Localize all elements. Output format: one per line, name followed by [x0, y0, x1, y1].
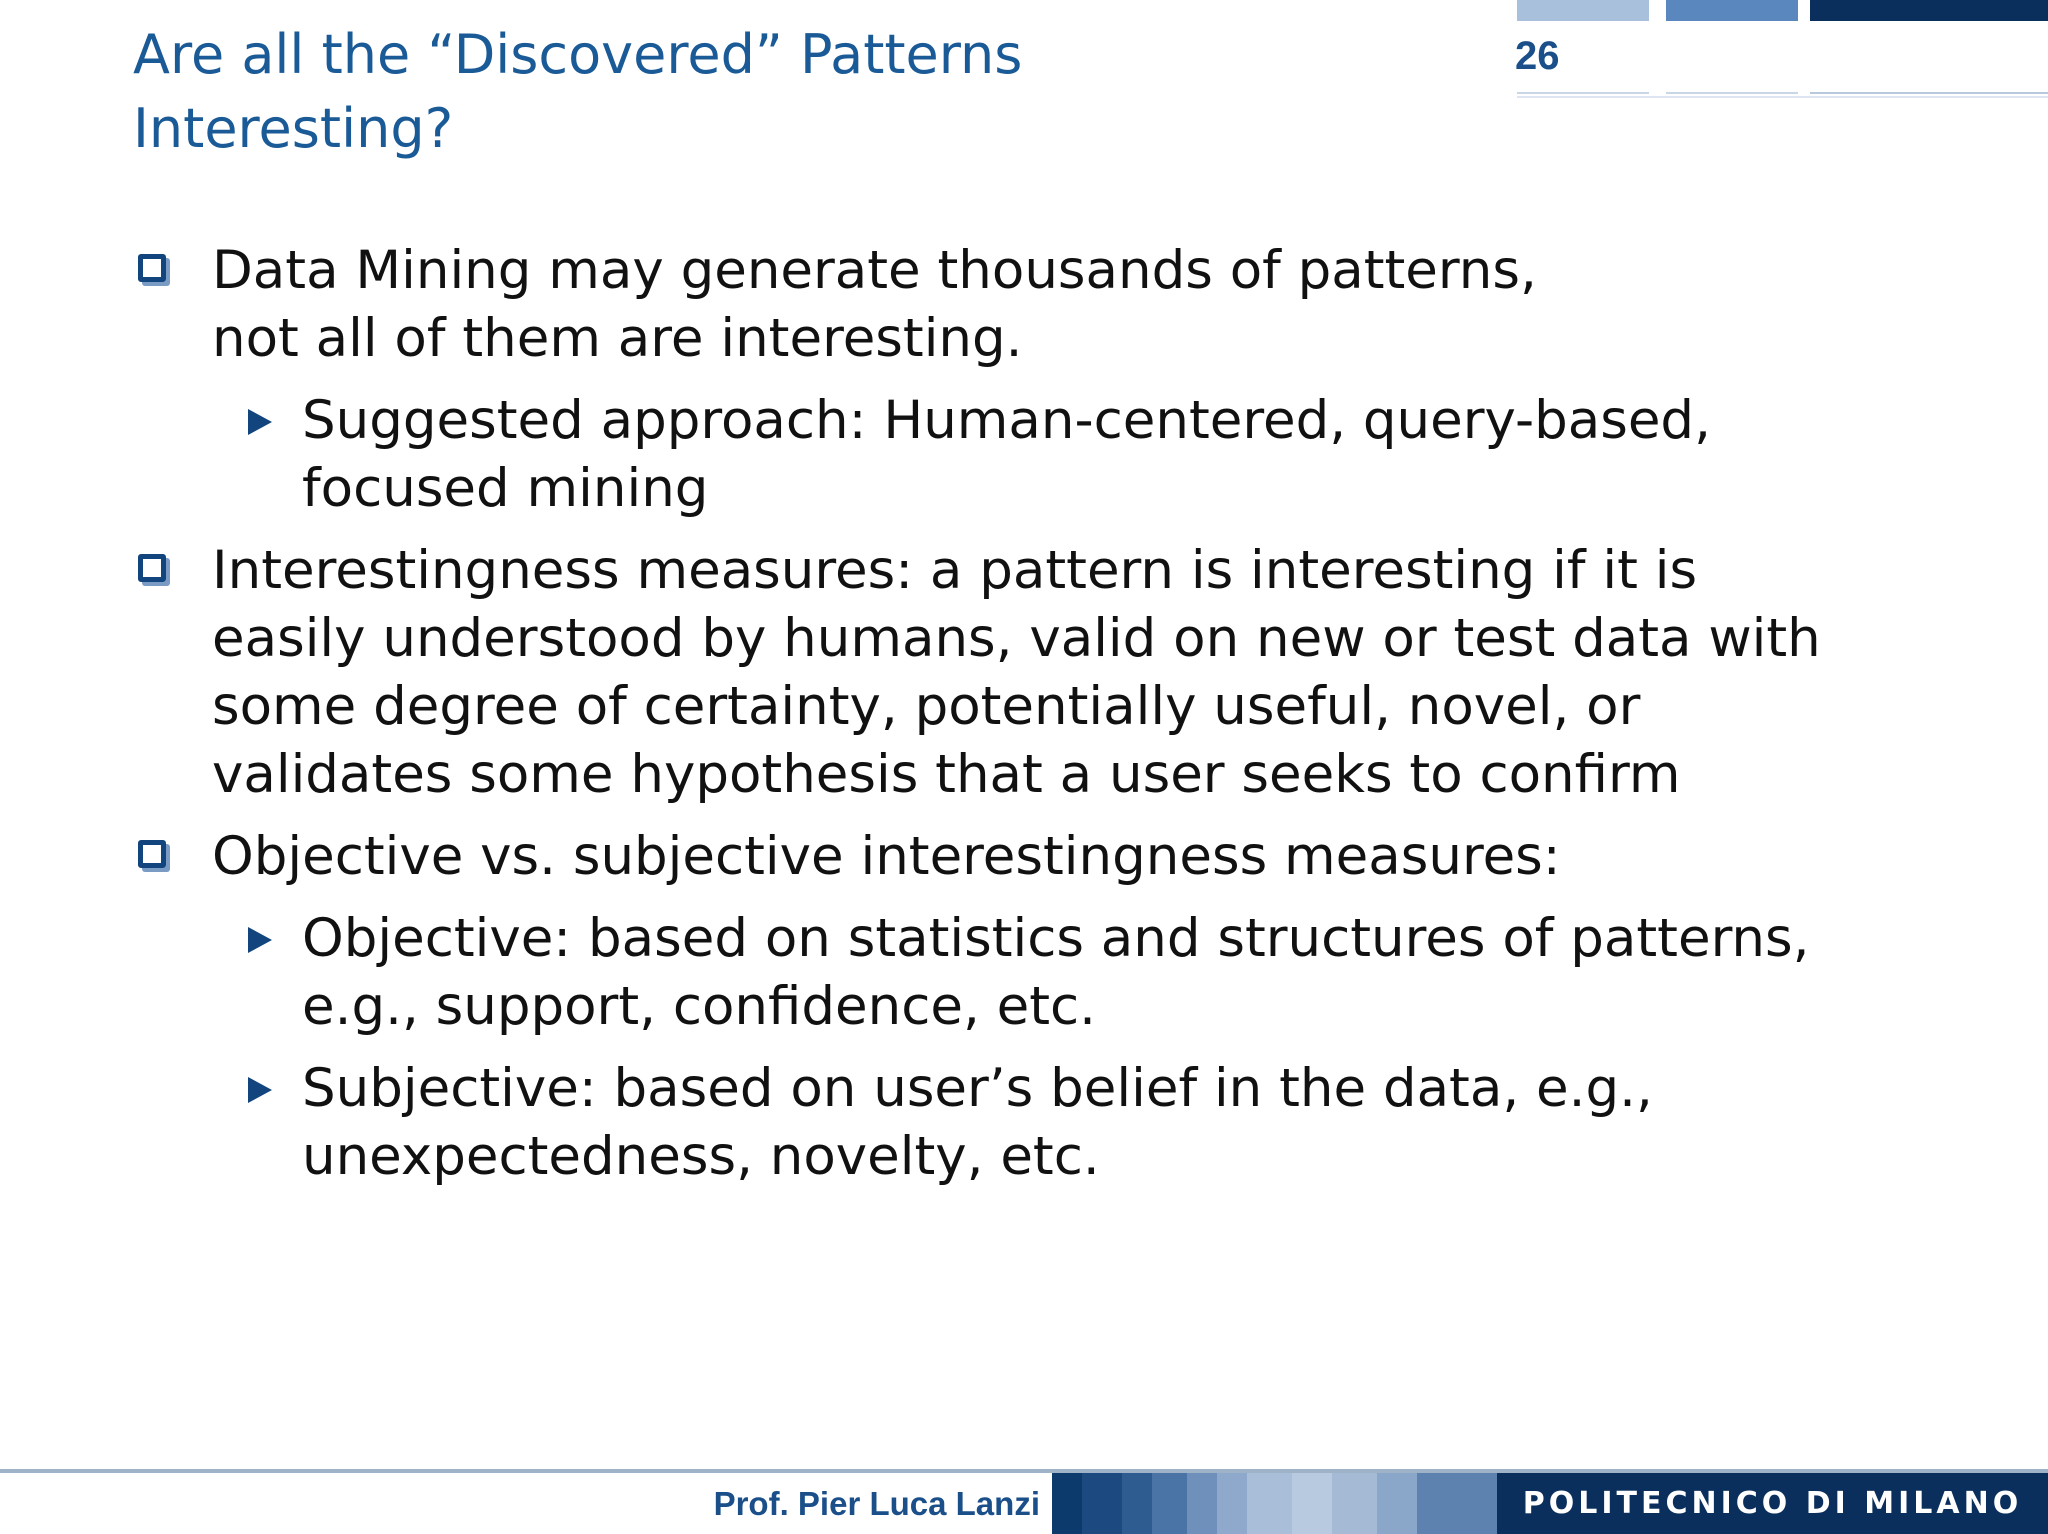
sub-bullet-text-line: unexpectedness, novelty, etc.	[302, 1126, 1100, 1187]
sub-bullet-text-line: Subjective: based on user’s belief in the data, e.g.,	[302, 1058, 1653, 1119]
bullet-item	[130, 823, 1990, 891]
triangle-bullet-icon	[248, 409, 272, 435]
bullet-text-line: some degree of certainty, potentially useful, novel, or	[212, 676, 1641, 737]
header-decoration-bars	[1517, 0, 2048, 24]
checkbox-bullet-icon	[138, 840, 166, 868]
slide-title-line: Interesting?	[133, 97, 454, 160]
bullet-item	[130, 237, 1990, 373]
sub-bullet-item	[130, 387, 1990, 523]
bullet-item	[130, 537, 1990, 809]
slide-number: 26	[1515, 34, 1560, 78]
header-bar-dark	[1810, 0, 2048, 21]
footer-author: Prof. Pier Luca Lanzi	[713, 1485, 1040, 1522]
bullet-text-line: Interestingness measures: a pattern is interesting if it is	[212, 540, 1698, 601]
bullet-text-line: Data Mining may generate thousands of patterns,	[212, 240, 1537, 301]
header-bar-light	[1517, 0, 1649, 21]
sub-bullet-item	[130, 1055, 1990, 1191]
sub-bullet-item	[130, 905, 1990, 1041]
footer-institution-name: POLITECNICO DI MILANO	[1522, 1486, 2023, 1521]
sub-bullet-text-line: Objective: based on statistics and structures of patterns,	[302, 908, 1810, 969]
sub-bullet-text-line: Suggested approach: Human-centered, query-based,	[302, 390, 1711, 451]
slide-content	[130, 237, 1990, 1205]
slide-title-line: Are all the “Discovered” Patterns	[133, 23, 1023, 86]
checkbox-bullet-icon	[138, 254, 166, 282]
triangle-bullet-icon	[248, 927, 272, 953]
bullet-text-line: validates some hypothesis that a user seeks to confirm	[212, 744, 1681, 805]
slide-title	[133, 18, 1433, 166]
checkbox-bullet-icon	[138, 554, 166, 582]
header-rule-lines	[1517, 92, 2048, 98]
triangle-bullet-icon	[248, 1077, 272, 1103]
bullet-text-line: not all of them are interesting.	[212, 308, 1023, 369]
sub-bullet-text-line: e.g., support, confidence, etc.	[302, 976, 1097, 1037]
bullet-text-line: easily understood by humans, valid on new or test data with	[212, 608, 1821, 669]
sub-bullet-text-line: focused mining	[302, 458, 709, 519]
bullet-text-line: Objective vs. subjective interestingness measures:	[212, 826, 1561, 887]
header-bar-medium	[1666, 0, 1798, 21]
